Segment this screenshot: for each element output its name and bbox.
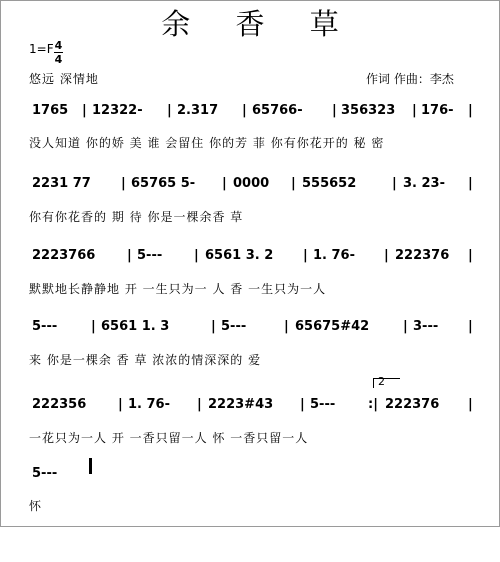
notation-measure: 5---	[310, 397, 336, 412]
notation-measure: 5---	[32, 466, 58, 481]
barline: |	[91, 319, 96, 334]
barline: |	[468, 248, 473, 263]
key-signature: 1=F	[29, 42, 54, 56]
notation-measure: 2223#43	[208, 397, 274, 412]
notation-measure: 555652	[302, 176, 357, 191]
notation-measure: 222376	[395, 248, 450, 263]
repeat-end-barline: :|	[368, 397, 378, 412]
barline: |	[332, 103, 337, 118]
notation-measure: 1. 76-	[128, 397, 170, 412]
volta-label: 2	[378, 375, 385, 388]
barline: |	[291, 176, 296, 191]
barline: |	[284, 319, 289, 334]
final-barline	[89, 458, 92, 474]
barline: |	[167, 103, 172, 118]
barline: |	[392, 176, 397, 191]
notation-measure: 3---	[413, 319, 439, 334]
barline: |	[303, 248, 308, 263]
song-title: 余 香 草	[161, 7, 357, 41]
barline: |	[127, 248, 132, 263]
barline: |	[468, 319, 473, 334]
notation-measure: 6561 3. 2	[205, 248, 274, 263]
barline: |	[468, 103, 473, 118]
notation-measure: 176-	[421, 103, 454, 118]
lyrics-row-4: 来 你是一棵余 香 草 浓浓的情深深的 爱	[29, 353, 262, 367]
barline: |	[197, 397, 202, 412]
notation-measure: 65766-	[252, 103, 303, 118]
notation-measure: 1765	[32, 103, 69, 118]
notation-measure: 222356	[32, 397, 87, 412]
notation-measure: 5---	[221, 319, 247, 334]
lyrics-row-2: 你有你花香的 期 待 你是一棵余香 草	[29, 210, 244, 224]
lyrics-row-5: 一花只为一人 开 一香只留一人 怀 一香只留一人	[29, 431, 309, 445]
notation-measure: 0000	[233, 176, 270, 191]
lyrics-row-1: 没人知道 你的娇 美 谁 会留住 你的芳 菲 你有你花开的 秘 密	[29, 136, 385, 150]
barline: |	[194, 248, 199, 263]
notation-measure: 356323	[341, 103, 396, 118]
barline: |	[403, 319, 408, 334]
barline: |	[211, 319, 216, 334]
barline: |	[121, 176, 126, 191]
notation-row-6	[0, 466, 500, 496]
barline: |	[118, 397, 123, 412]
tempo-mood: 悠远 深情地	[29, 72, 99, 86]
time-signature-top: 4	[54, 39, 63, 52]
time-signature	[54, 40, 63, 65]
notation-measure: 65765 5-	[131, 176, 196, 191]
barline: |	[384, 248, 389, 263]
notation-measure: 6561 1. 3	[101, 319, 170, 334]
barline: |	[300, 397, 305, 412]
notation-measure: 5---	[32, 319, 58, 334]
barline: |	[468, 397, 473, 412]
lyrics-row-6: 怀	[29, 499, 43, 513]
notation-measure: 12322-	[92, 103, 143, 118]
barline: |	[242, 103, 247, 118]
notation-measure: 65675#42	[295, 319, 370, 334]
credits: 作词 作曲：李杰	[366, 72, 454, 86]
lyrics-row-3: 默默地长静静地 开 一生只为一 人 香 一生只为一人	[29, 282, 327, 296]
notation-measure: 2223766	[32, 248, 96, 263]
notation-measure: 5---	[137, 248, 163, 263]
barline: |	[468, 176, 473, 191]
notation-measure: 222376	[385, 397, 440, 412]
notation-measure: 3. 23-	[403, 176, 445, 191]
barline: |	[222, 176, 227, 191]
barline: |	[412, 103, 417, 118]
notation-measure: 2.317	[177, 103, 219, 118]
time-signature-bottom: 4	[54, 53, 63, 66]
barline: |	[82, 103, 87, 118]
notation-measure: 1. 76-	[313, 248, 355, 263]
notation-measure: 2231 77	[32, 176, 91, 191]
